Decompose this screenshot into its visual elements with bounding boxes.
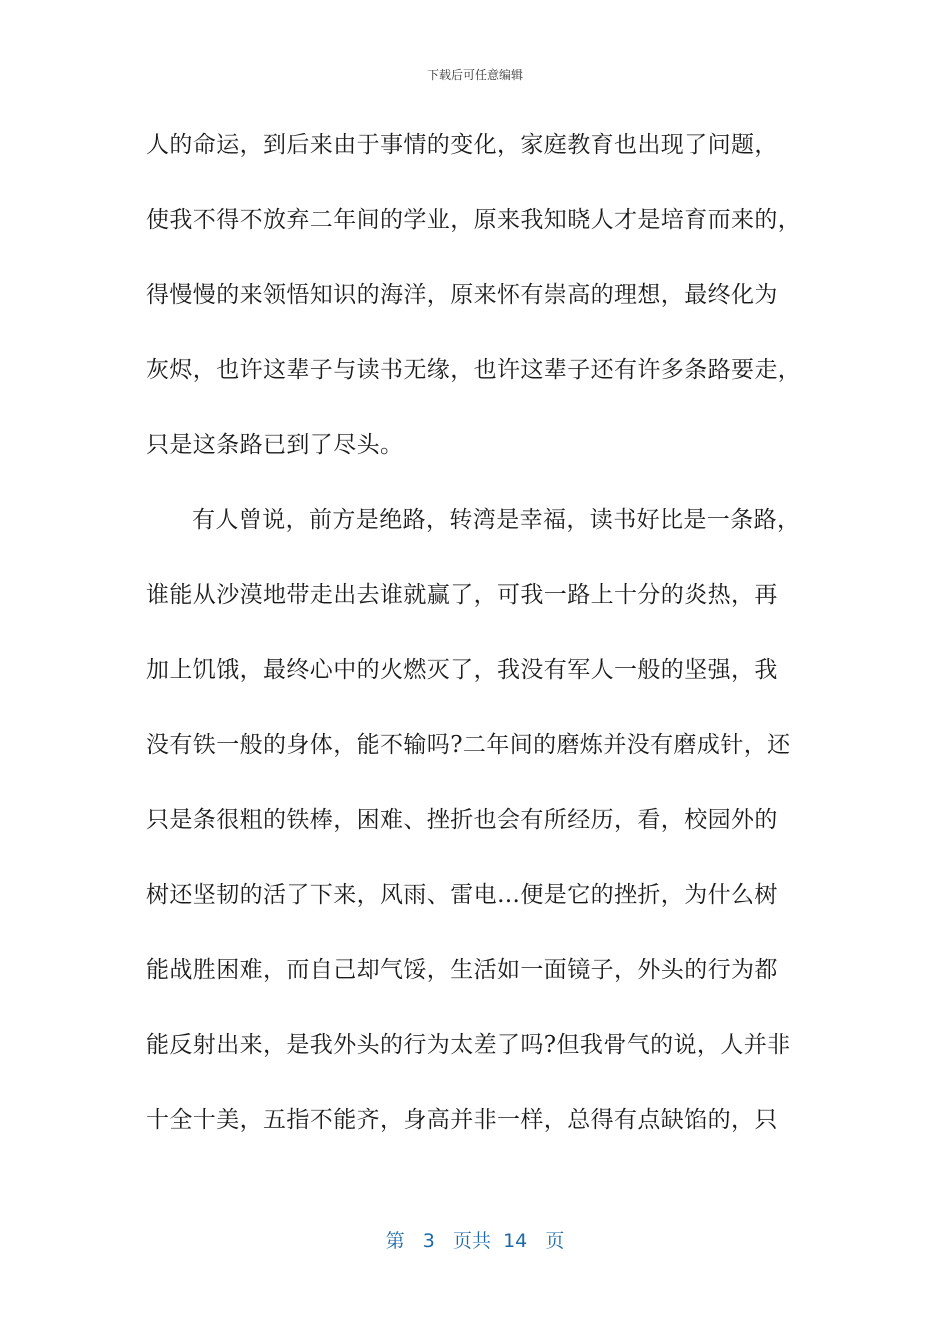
- text-line: 谁能从沙漠地带走出去谁就赢了，可我一路上十分的炎热，再: [146, 582, 778, 608]
- page-header-note: 下载后可任意编辑: [426, 68, 523, 82]
- text-line: 加上饥饿，最终心中的火燃灭了，我没有军人一般的坚强，我: [146, 657, 778, 683]
- text-line: 能战胜困难，而自己却气馁，生活如一面镜子，外头的行为都: [146, 957, 778, 983]
- footer-prefix: 第: [385, 1230, 405, 1252]
- text-line: 得慢慢的来领悟知识的海洋，原来怀有崇高的理想，最终化为: [146, 282, 778, 308]
- page-footer: [0, 1226, 950, 1253]
- footer-suffix: 页: [545, 1230, 565, 1252]
- current-page-number: 3: [422, 1230, 435, 1252]
- text-line: 能反射出来，是我外头的行为太差了吗?但我骨气的说，人并非: [146, 1032, 791, 1058]
- text-line: 灰烬，也许这辈子与读书无缘，也许这辈子还有许多条路要走，: [146, 357, 802, 383]
- text-line: 人的命运，到后来由于事情的变化，家庭教育也出现了问题，: [146, 132, 778, 158]
- text-line: 使我不得不放弃二年间的学业，原来我知晓人才是培育而来的，: [146, 207, 802, 233]
- footer-middle: 页共: [452, 1230, 491, 1252]
- text-line: 树还坚韧的活了下来，风雨、雷电…便是它的挫折，为什么树: [146, 882, 778, 908]
- document-body: [146, 119, 806, 1169]
- total-pages-number: 14: [503, 1230, 528, 1252]
- text-line: 十全十美，五指不能齐，身高并非一样，总得有点缺馅的，只: [146, 1107, 778, 1133]
- text-line: 没有铁一般的身体，能不输吗?二年间的磨炼并没有磨成针，还: [146, 732, 791, 758]
- paragraph-start-line: 有人曾说，前方是绝路，转湾是幸福，读书好比是一条路，: [192, 507, 801, 533]
- text-line: 只是条很粗的铁棒，困难、挫折也会有所经历，看，校园外的: [146, 807, 778, 833]
- text-line: 只是这条路已到了尽头。: [146, 432, 404, 458]
